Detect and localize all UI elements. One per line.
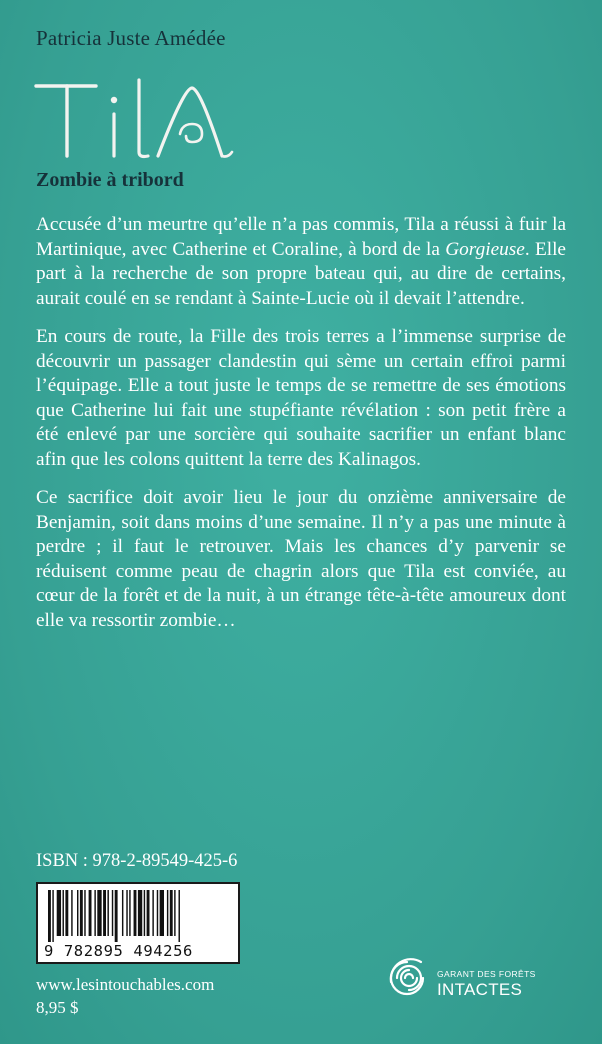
synopsis-paragraph-2: En cours de route, la Fille des trois terres a l’immense surprise de découvrir un passager clandestin qui sème un certain effroi parmi l’équipage. Elle a tout juste le temps de se remettre de ses émotions que Catherine lui fait une stupéfiante révélation : son petit frère a été enlevé par une sorcière qui souhaite sacrifier un enfant blanc afin que les colons quittent la terre des Kalinagos. [36,326,566,470]
publisher-website: www.lesintouchables.com [36,975,215,994]
barcode-number: 9 782895 494256 [44,942,193,960]
ship-name: Gorgieuse [445,238,525,260]
synopsis-text: Accusée d’un meurtre qu’elle n’a pas commis, Tila a réussi à fuir la Martinique, avec Catherine et Coraline, à bord de la [36,214,566,260]
price: 8,95 $ [36,998,79,1017]
synopsis [36,213,566,647]
isbn: ISBN : 978-2-89549-425-6 [36,851,238,871]
forest-logo-tagline: GARANT DES FORÊTS [437,969,536,979]
barcode [36,882,240,964]
spiral-forest-icon [383,948,435,1008]
forest-guarantee-logo [383,948,543,1008]
synopsis-paragraph-1 [36,213,566,311]
title-logo-icon [34,72,274,172]
synopsis-paragraph-3: Ce sacrifice doit avoir lieu le jour du onzième anniversaire de Benjamin, soit dans moins d’une semaine. Il n’y a pas une minute à perdre ; il faut le retrouver. Mais les chances d’y parvenir se réduisent comme peau de chagrin alors que Tila est conviée, au cœur de la forêt et de la nuit, à un étrange tête-à-tête amoureux dont elle va ressortir zombie… [36,487,566,631]
forest-logo-title: INTACTES [437,980,523,999]
book-subtitle: Zombie à tribord [36,169,184,191]
synopsis-text: . Elle part à la recherche de son propre bateau qui, au dire de certains, aurait coulé en se rendant à Sainte-Lucie où il devait l’attendre. [36,238,566,309]
book-title [34,72,274,172]
author-name: Patricia Juste Amédée [36,26,226,50]
